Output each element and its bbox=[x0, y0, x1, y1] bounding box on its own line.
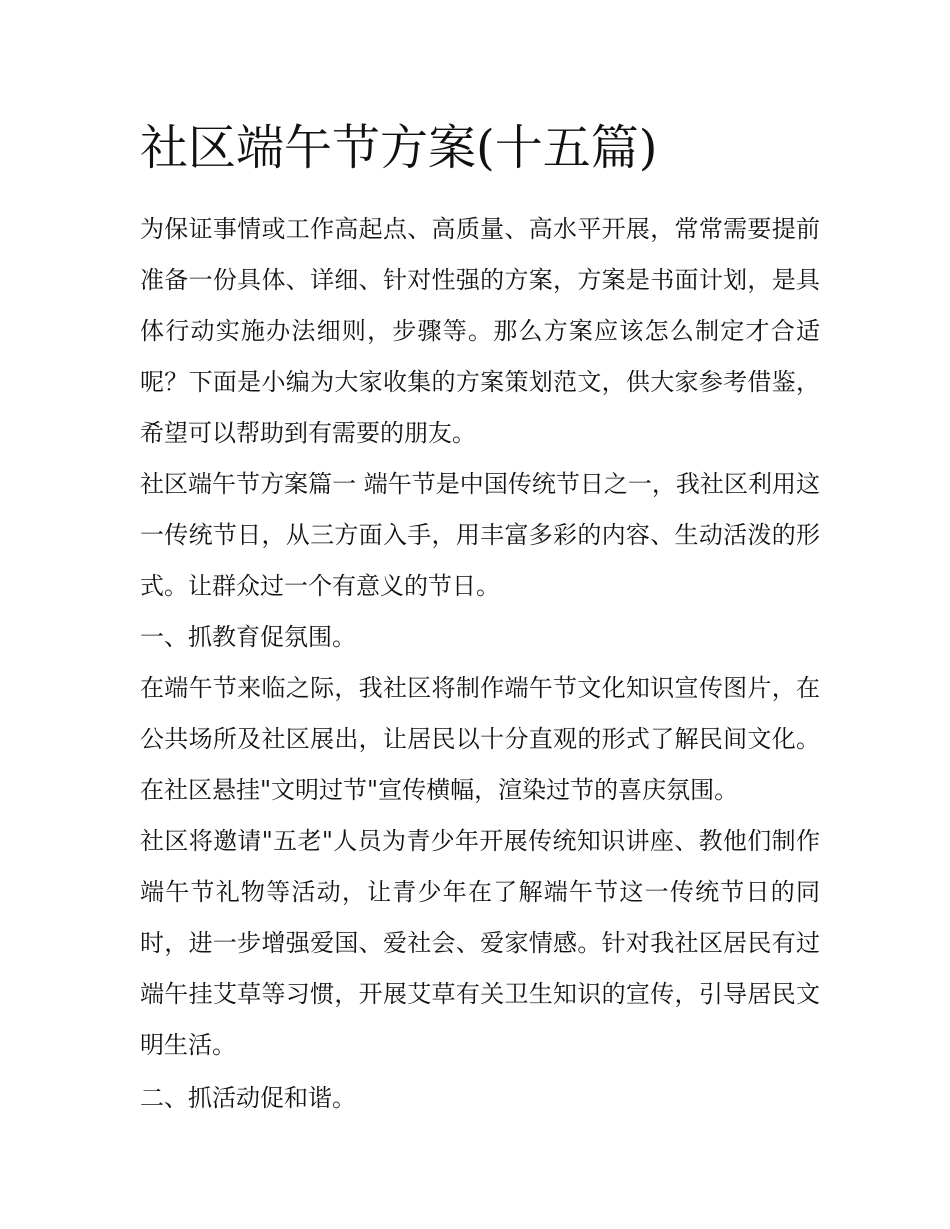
paragraph-plan-one: 社区端午节方案篇一 端午节是中国传统节日之一，我社区利用这一传统节日，从三方面入手，用丰富多彩的内容、生动活泼的形式。让群众过一个有意义的节日。 bbox=[140, 470, 820, 600]
document-body bbox=[140, 204, 820, 1124]
document-page bbox=[140, 112, 820, 1124]
paragraph-intro: 为保证事情或工作高起点、高质量、高水平开展，常常需要提前准备一份具体、详细、针对性强的方案，方案是书面计划，是具体行动实施办法细则，步骤等。那么方案应该怎么制定才合适呢？下面是小编为大家收集的方案策划范文，供大家参考借鉴，希望可以帮助到有需要的朋友。 bbox=[140, 215, 820, 447]
document-title: 社区端午节方案(十五篇) bbox=[140, 120, 658, 176]
paragraph-section-one-b: 社区将邀请"五老"人员为青少年开展传统知识讲座、教他们制作端午节礼物等活动，让青少年在了解端午节这一传统节日的同时，进一步增强爱国、爱社会、爱家情感。针对我社区居民有过端午挂艾草等习惯，开展艾草有关卫生知识的宣传，引导居民文明生活。 bbox=[140, 827, 820, 1059]
heading-section-one: 一、抓教育促氛围。 bbox=[140, 623, 356, 651]
paragraph-section-one-a: 在端午节来临之际，我社区将制作端午节文化知识宣传图片，在公共场所及社区展出，让居民以十分直观的形式了解民间文化。在社区悬挂"文明过节"宣传横幅，渲染过节的喜庆氛围。 bbox=[140, 674, 820, 804]
heading-section-two: 二、抓活动促和谐。 bbox=[140, 1084, 356, 1112]
